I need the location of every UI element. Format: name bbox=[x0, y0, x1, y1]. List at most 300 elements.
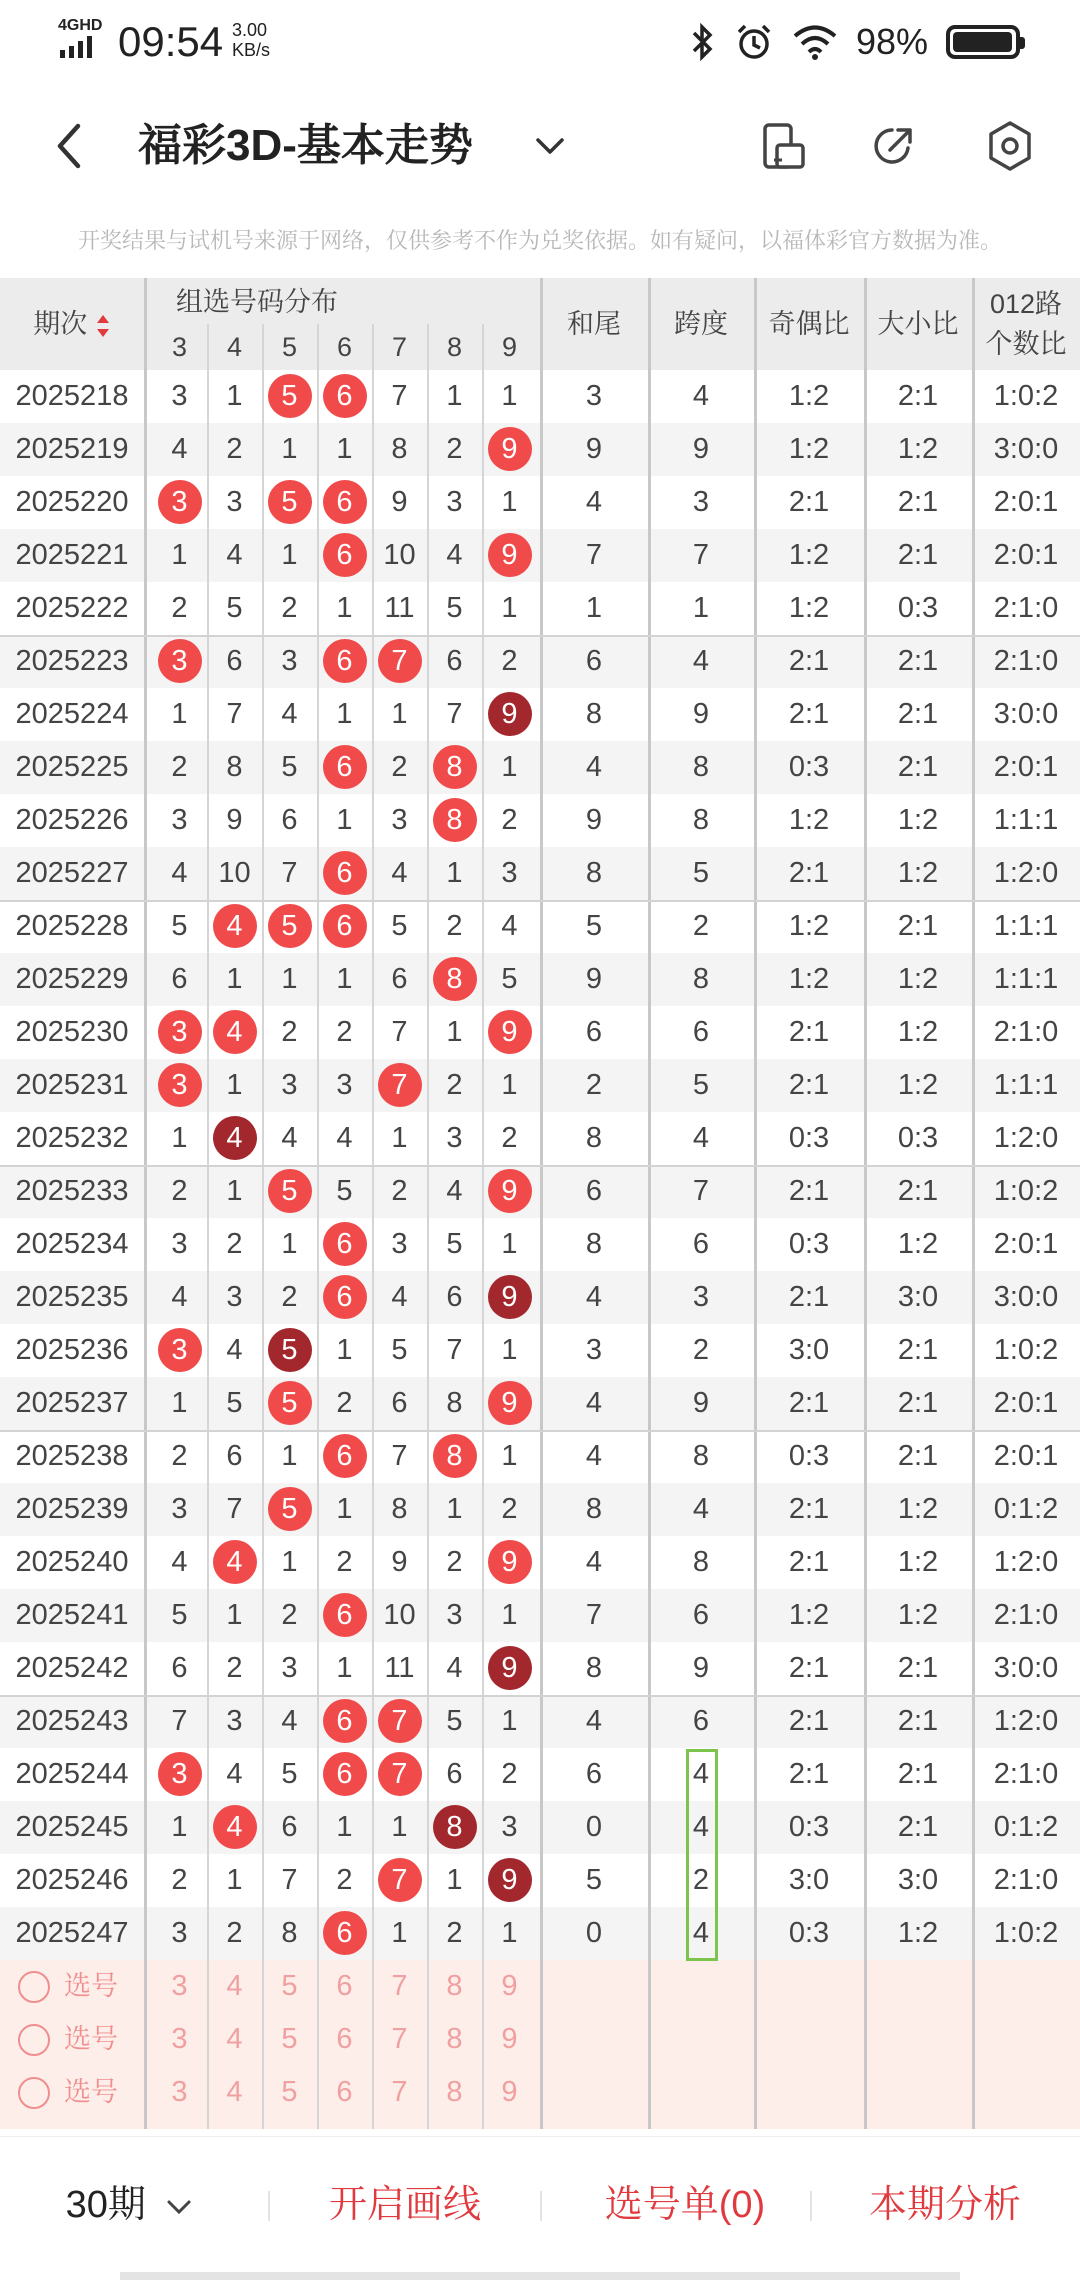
sum-tail-value: 6 bbox=[585, 1758, 603, 1790]
hit-ball bbox=[482, 1165, 537, 1218]
number-ball: 4 bbox=[213, 904, 257, 948]
route-012-ratio: 2:1:0 bbox=[993, 1864, 1059, 1896]
big-small-ratio: 2:1 bbox=[897, 1334, 939, 1366]
header-digit-5: 5 bbox=[281, 332, 298, 362]
header-span: 跨度 bbox=[674, 309, 728, 339]
chevron-down-icon bbox=[164, 2197, 194, 2217]
select-digit-8[interactable]: 8 bbox=[446, 1970, 463, 2002]
battery-percent: 98% bbox=[855, 21, 928, 62]
omission-count: 3 bbox=[336, 1069, 353, 1101]
number-ball: 5 bbox=[268, 904, 312, 948]
omission-count: 2 bbox=[226, 1652, 243, 1684]
omission-count: 1 bbox=[171, 1811, 188, 1843]
select-digit-4[interactable]: 4 bbox=[226, 1970, 243, 2002]
hit-ball bbox=[207, 1801, 262, 1854]
span-value: 2 bbox=[692, 1864, 710, 1896]
net-speed: 3.00 KB/s bbox=[232, 20, 271, 60]
odd-even-ratio: 2:1 bbox=[788, 645, 830, 677]
span-value: 8 bbox=[692, 751, 710, 783]
omission-count: 1 bbox=[446, 857, 463, 889]
hit-ball bbox=[482, 1006, 537, 1059]
omission-count: 11 bbox=[384, 592, 415, 624]
period-number: 2025228 bbox=[15, 910, 129, 942]
omission-count: 2 bbox=[391, 751, 408, 783]
number-ball: 5 bbox=[268, 374, 312, 418]
hit-ball bbox=[482, 1642, 537, 1695]
hit-ball bbox=[152, 1006, 207, 1059]
odd-even-ratio: 2:1 bbox=[788, 1758, 830, 1790]
omission-count: 2 bbox=[281, 1281, 298, 1313]
omission-count: 1 bbox=[391, 698, 408, 730]
omission-count: 7 bbox=[391, 1440, 408, 1472]
number-ball: 9 bbox=[488, 1381, 532, 1425]
number-ball: 6 bbox=[323, 1275, 367, 1319]
span-value: 6 bbox=[692, 1599, 710, 1631]
route-012-ratio: 2:0:1 bbox=[993, 1228, 1059, 1260]
route-012-ratio: 1:0:2 bbox=[993, 1334, 1059, 1366]
hit-ball bbox=[372, 1748, 427, 1801]
big-small-ratio: 1:2 bbox=[897, 1917, 939, 1949]
hit-ball bbox=[317, 1907, 372, 1960]
wifi-icon bbox=[792, 23, 838, 61]
omission-count: 1 bbox=[446, 380, 463, 412]
route-012-ratio: 1:2:0 bbox=[993, 1546, 1059, 1578]
route-012-ratio: 2:0:1 bbox=[993, 751, 1059, 783]
sum-tail-value: 3 bbox=[585, 380, 603, 412]
omission-count: 2 bbox=[336, 1546, 353, 1578]
span-value: 6 bbox=[692, 1705, 710, 1737]
page-title[interactable]: 福彩3D-基本走势 bbox=[138, 121, 473, 170]
route-012-ratio: 1:2:0 bbox=[993, 1705, 1059, 1737]
omission-count: 1 bbox=[336, 1334, 353, 1366]
repeat-ball: 9 bbox=[488, 1646, 532, 1690]
route-012-ratio: 2:0:1 bbox=[993, 1387, 1059, 1419]
omission-count: 3 bbox=[226, 1705, 243, 1737]
number-ball: 8 bbox=[433, 957, 477, 1001]
span-value: 9 bbox=[692, 1652, 710, 1684]
odd-even-ratio: 1:2 bbox=[788, 1599, 830, 1631]
odd-even-ratio: 0:3 bbox=[788, 1811, 830, 1843]
periods-selector[interactable]: 30期 bbox=[40, 2175, 220, 2235]
route-012-ratio: 3:0:0 bbox=[993, 698, 1059, 730]
select-digit-3[interactable]: 3 bbox=[171, 1970, 188, 2002]
odd-even-ratio: 2:1 bbox=[788, 1652, 830, 1684]
omission-count: 1 bbox=[226, 1864, 243, 1896]
hit-ball bbox=[317, 1589, 372, 1642]
omission-count: 6 bbox=[391, 963, 408, 995]
odd-even-ratio: 2:1 bbox=[788, 698, 830, 730]
number-ball: 6 bbox=[323, 1222, 367, 1266]
omission-count: 9 bbox=[226, 804, 243, 836]
select-digit-7[interactable]: 7 bbox=[391, 2076, 408, 2108]
omission-count: 3 bbox=[391, 1228, 408, 1260]
omission-count: 2 bbox=[281, 1599, 298, 1631]
repeat-ball: 9 bbox=[488, 1858, 532, 1902]
select-label: 选号 bbox=[64, 2077, 118, 2107]
omission-count: 1 bbox=[171, 698, 188, 730]
hit-ball bbox=[152, 635, 207, 688]
omission-count: 3 bbox=[171, 804, 188, 836]
omission-count: 4 bbox=[226, 539, 243, 571]
select-digit-9[interactable]: 9 bbox=[501, 1970, 518, 2002]
omission-count: 4 bbox=[281, 1705, 298, 1737]
omission-count: 1 bbox=[501, 1705, 518, 1737]
hit-ball bbox=[262, 1165, 317, 1218]
route-012-ratio: 1:0:2 bbox=[993, 380, 1059, 412]
share-icon[interactable] bbox=[866, 118, 922, 174]
hit-ball bbox=[317, 370, 372, 423]
omission-count: 6 bbox=[171, 963, 188, 995]
hit-ball bbox=[372, 1695, 427, 1748]
omission-count: 1 bbox=[226, 380, 243, 412]
omission-count: 1 bbox=[501, 1599, 518, 1631]
omission-count: 1 bbox=[336, 698, 353, 730]
odd-even-ratio: 1:2 bbox=[788, 910, 830, 942]
sum-tail-value: 8 bbox=[585, 1493, 603, 1525]
hit-ball bbox=[207, 1112, 262, 1165]
header-012-route: 012路 个数比 bbox=[985, 289, 1067, 359]
omission-count: 2 bbox=[171, 1440, 188, 1472]
select-digit-6[interactable]: 6 bbox=[336, 1970, 353, 2002]
big-small-ratio: 2:1 bbox=[897, 1652, 939, 1684]
omission-count: 2 bbox=[336, 1387, 353, 1419]
hit-ball bbox=[152, 1059, 207, 1112]
omission-count: 2 bbox=[391, 1175, 408, 1207]
route-012-ratio: 1:1:1 bbox=[993, 910, 1059, 942]
omission-count: 8 bbox=[281, 1917, 298, 1949]
number-ball: 7 bbox=[378, 639, 422, 683]
omission-count: 8 bbox=[391, 433, 408, 465]
omission-count: 2 bbox=[281, 1016, 298, 1048]
select-label: 选号 bbox=[64, 2024, 118, 2054]
header-group-distribution: 组选号码分布 bbox=[176, 287, 338, 317]
route-012-ratio: 2:1:0 bbox=[993, 645, 1059, 677]
select-digit-5[interactable]: 5 bbox=[281, 2076, 298, 2108]
omission-count: 1 bbox=[446, 1493, 463, 1525]
hit-ball bbox=[207, 900, 262, 953]
odd-even-ratio: 2:1 bbox=[788, 486, 830, 518]
odd-even-ratio: 0:3 bbox=[788, 1440, 830, 1472]
status-bar bbox=[0, 0, 1080, 84]
period-number: 2025230 bbox=[15, 1016, 129, 1048]
big-small-ratio: 1:2 bbox=[897, 1016, 939, 1048]
omission-count: 2 bbox=[446, 1917, 463, 1949]
period-number: 2025246 bbox=[15, 1864, 129, 1896]
sum-tail-value: 6 bbox=[585, 1175, 603, 1207]
select-digit-5[interactable]: 5 bbox=[281, 2023, 298, 2055]
omission-count: 1 bbox=[336, 1652, 353, 1684]
omission-count: 4 bbox=[501, 910, 518, 942]
big-small-ratio: 2:1 bbox=[897, 1705, 939, 1737]
big-small-ratio: 2:1 bbox=[897, 486, 939, 518]
number-ball: 6 bbox=[323, 1593, 367, 1637]
span-value: 2 bbox=[692, 1334, 710, 1366]
bottom-bar bbox=[0, 2136, 1080, 2280]
route-012-ratio: 1:1:1 bbox=[993, 1069, 1059, 1101]
period-number: 2025229 bbox=[15, 963, 129, 995]
omission-count: 5 bbox=[446, 1228, 463, 1260]
network-type: 4GHD bbox=[58, 17, 103, 34]
omission-count: 4 bbox=[171, 1546, 188, 1578]
alarm-icon bbox=[734, 22, 774, 62]
draw-line-button[interactable]: 开启画线 bbox=[328, 2184, 481, 2226]
period-number: 2025233 bbox=[15, 1175, 129, 1207]
sum-tail-value: 9 bbox=[585, 433, 603, 465]
omission-count: 2 bbox=[171, 751, 188, 783]
omission-count: 1 bbox=[336, 592, 353, 624]
period-number: 2025238 bbox=[15, 1440, 129, 1472]
odd-even-ratio: 1:2 bbox=[788, 380, 830, 412]
big-small-ratio: 1:2 bbox=[897, 963, 939, 995]
route-012-ratio: 3:0:0 bbox=[993, 1652, 1059, 1684]
span-value: 4 bbox=[692, 1811, 710, 1843]
odd-even-ratio: 1:2 bbox=[788, 539, 830, 571]
settings-icon[interactable] bbox=[982, 118, 1038, 174]
hit-ball bbox=[207, 1536, 262, 1589]
omission-count: 5 bbox=[391, 1334, 408, 1366]
omission-count: 1 bbox=[336, 804, 353, 836]
header-digit-6: 6 bbox=[336, 332, 353, 362]
sum-tail-value: 4 bbox=[585, 751, 603, 783]
number-ball: 6 bbox=[323, 639, 367, 683]
omission-count: 4 bbox=[446, 539, 463, 571]
period-number: 2025223 bbox=[15, 645, 129, 677]
omission-count: 4 bbox=[336, 1122, 353, 1154]
omission-count: 3 bbox=[446, 1122, 463, 1154]
sum-tail-value: 4 bbox=[585, 486, 603, 518]
period-number: 2025234 bbox=[15, 1228, 129, 1260]
big-small-ratio: 3:0 bbox=[897, 1281, 939, 1313]
number-ball: 5 bbox=[268, 1169, 312, 1213]
omission-count: 5 bbox=[171, 1599, 188, 1631]
omission-count: 1 bbox=[501, 751, 518, 783]
selection-list-button[interactable]: 选号单(0) bbox=[604, 2184, 766, 2226]
route-012-ratio: 2:0:1 bbox=[993, 1440, 1059, 1472]
omission-count: 3 bbox=[171, 1493, 188, 1525]
omission-count: 7 bbox=[171, 1705, 188, 1737]
omission-count: 8 bbox=[226, 751, 243, 783]
span-value: 4 bbox=[692, 1758, 710, 1790]
odd-even-ratio: 0:3 bbox=[788, 1228, 830, 1260]
back-arrow-icon[interactable] bbox=[46, 114, 96, 178]
odd-even-ratio: 0:3 bbox=[788, 751, 830, 783]
odd-even-ratio: 0:3 bbox=[788, 1122, 830, 1154]
period-number: 2025219 bbox=[15, 433, 129, 465]
big-small-ratio: 1:2 bbox=[897, 1228, 939, 1260]
omission-count: 5 bbox=[281, 1758, 298, 1790]
hit-ball bbox=[262, 1377, 317, 1430]
omission-count: 7 bbox=[281, 1864, 298, 1896]
number-ball: 6 bbox=[323, 745, 367, 789]
route-012-ratio: 1:2:0 bbox=[993, 1122, 1059, 1154]
select-digit-5[interactable]: 5 bbox=[281, 1970, 298, 2002]
number-ball: 5 bbox=[268, 1487, 312, 1531]
sum-tail-value: 8 bbox=[585, 1228, 603, 1260]
repeat-ball: 5 bbox=[268, 1328, 312, 1372]
hit-ball bbox=[317, 476, 372, 529]
span-value: 2 bbox=[692, 910, 710, 942]
omission-count: 1 bbox=[281, 963, 298, 995]
period-number: 2025242 bbox=[15, 1652, 129, 1684]
omission-count: 2 bbox=[446, 433, 463, 465]
header-digit-3: 3 bbox=[171, 332, 188, 362]
omission-count: 1 bbox=[281, 1546, 298, 1578]
omission-count: 1 bbox=[226, 963, 243, 995]
omission-count: 2 bbox=[226, 1917, 243, 1949]
span-value: 4 bbox=[692, 380, 710, 412]
omission-count: 4 bbox=[226, 1758, 243, 1790]
span-value: 4 bbox=[692, 1122, 710, 1154]
omission-count: 4 bbox=[226, 1334, 243, 1366]
hit-ball bbox=[152, 1748, 207, 1801]
omission-count: 2 bbox=[281, 592, 298, 624]
hit-ball bbox=[262, 1324, 317, 1377]
omission-count: 1 bbox=[171, 539, 188, 571]
omission-count: 8 bbox=[391, 1493, 408, 1525]
odd-even-ratio: 2:1 bbox=[788, 1705, 830, 1737]
select-digit-3[interactable]: 3 bbox=[171, 2076, 188, 2108]
period-number: 2025224 bbox=[15, 698, 129, 730]
select-digit-4[interactable]: 4 bbox=[226, 2076, 243, 2108]
omission-count: 5 bbox=[391, 910, 408, 942]
period-number: 2025218 bbox=[15, 380, 129, 412]
span-value: 9 bbox=[692, 698, 710, 730]
number-ball: 3 bbox=[158, 639, 202, 683]
number-ball: 9 bbox=[488, 427, 532, 471]
hit-ball bbox=[427, 1430, 482, 1483]
phone-rotate-icon[interactable] bbox=[756, 118, 812, 174]
header-period[interactable]: 期次 bbox=[0, 278, 144, 370]
select-digit-9[interactable]: 9 bbox=[501, 2076, 518, 2108]
omission-count: 9 bbox=[391, 486, 408, 518]
odd-even-ratio: 2:1 bbox=[788, 1387, 830, 1419]
omission-count: 5 bbox=[446, 592, 463, 624]
span-value: 3 bbox=[692, 1281, 710, 1313]
big-small-ratio: 1:2 bbox=[897, 1546, 939, 1578]
repeat-ball: 4 bbox=[213, 1116, 257, 1160]
omission-count: 2 bbox=[446, 910, 463, 942]
select-radio[interactable] bbox=[18, 1971, 50, 2003]
number-ball: 7 bbox=[378, 1858, 422, 1902]
number-ball: 3 bbox=[158, 1752, 202, 1796]
hit-ball bbox=[482, 529, 537, 582]
select-digit-9[interactable]: 9 bbox=[501, 2023, 518, 2055]
omission-count: 1 bbox=[226, 1175, 243, 1207]
select-digit-8[interactable]: 8 bbox=[446, 2023, 463, 2055]
big-small-ratio: 1:2 bbox=[897, 857, 939, 889]
omission-count: 1 bbox=[501, 1069, 518, 1101]
hit-ball bbox=[317, 900, 372, 953]
hit-ball bbox=[317, 741, 372, 794]
omission-count: 5 bbox=[501, 963, 518, 995]
sum-tail-value: 4 bbox=[585, 1705, 603, 1737]
number-ball: 3 bbox=[158, 480, 202, 524]
big-small-ratio: 1:2 bbox=[897, 1069, 939, 1101]
sum-tail-value: 0 bbox=[585, 1811, 603, 1843]
big-small-ratio: 2:1 bbox=[897, 645, 939, 677]
select-digit-6[interactable]: 6 bbox=[336, 2076, 353, 2108]
odd-even-ratio: 3:0 bbox=[788, 1864, 830, 1896]
omission-count: 5 bbox=[336, 1175, 353, 1207]
sum-tail-value: 1 bbox=[585, 592, 603, 624]
number-ball: 8 bbox=[433, 798, 477, 842]
header-odd-even: 奇偶比 bbox=[768, 309, 850, 339]
odd-even-ratio: 2:1 bbox=[788, 1069, 830, 1101]
omission-count: 3 bbox=[171, 1228, 188, 1260]
hit-ball bbox=[262, 1483, 317, 1536]
number-ball: 6 bbox=[323, 851, 367, 895]
odd-even-ratio: 2:1 bbox=[788, 1281, 830, 1313]
omission-count: 1 bbox=[336, 963, 353, 995]
big-small-ratio: 2:1 bbox=[897, 1811, 939, 1843]
select-digit-4[interactable]: 4 bbox=[226, 2023, 243, 2055]
hit-ball bbox=[152, 1324, 207, 1377]
hit-ball bbox=[482, 1536, 537, 1589]
chevron-down-icon[interactable] bbox=[530, 130, 570, 162]
sum-tail-value: 7 bbox=[585, 1599, 603, 1631]
span-value: 8 bbox=[692, 1440, 710, 1472]
number-ball: 7 bbox=[378, 1752, 422, 1796]
omission-count: 11 bbox=[384, 1652, 415, 1684]
omission-count: 2 bbox=[446, 1546, 463, 1578]
select-radio[interactable] bbox=[18, 2077, 50, 2109]
omission-count: 1 bbox=[391, 1122, 408, 1154]
period-number: 2025226 bbox=[15, 804, 129, 836]
omission-count: 2 bbox=[226, 1228, 243, 1260]
period-number: 2025241 bbox=[15, 1599, 129, 1631]
disclaimer-text: 开奖结果与试机号来源于网络，仅供参考不作为兑奖依据。如有疑问，以福体彩官方数据为准。 bbox=[77, 228, 1002, 253]
select-radio[interactable] bbox=[18, 2024, 50, 2056]
hit-ball bbox=[427, 953, 482, 1006]
sum-tail-value: 4 bbox=[585, 1546, 603, 1578]
omission-count: 4 bbox=[281, 1122, 298, 1154]
select-digit-3[interactable]: 3 bbox=[171, 2023, 188, 2055]
sum-tail-value: 4 bbox=[585, 1281, 603, 1313]
hit-ball bbox=[482, 423, 537, 476]
omission-count: 1 bbox=[501, 1334, 518, 1366]
omission-count: 5 bbox=[171, 910, 188, 942]
number-ball: 6 bbox=[323, 1434, 367, 1478]
hit-ball bbox=[372, 1059, 427, 1112]
big-small-ratio: 2:1 bbox=[897, 910, 939, 942]
select-digit-6[interactable]: 6 bbox=[336, 2023, 353, 2055]
sum-tail-value: 4 bbox=[585, 1440, 603, 1472]
omission-count: 4 bbox=[446, 1175, 463, 1207]
omission-count: 10 bbox=[383, 539, 416, 571]
number-ball: 9 bbox=[488, 1540, 532, 1584]
omission-count: 2 bbox=[501, 1122, 518, 1154]
hit-ball bbox=[482, 1377, 537, 1430]
span-highlight-box bbox=[686, 1749, 718, 1961]
period-analysis-button[interactable]: 本期分析 bbox=[868, 2184, 1021, 2226]
route-012-ratio: 0:1:2 bbox=[993, 1493, 1059, 1525]
period-number: 2025236 bbox=[15, 1334, 129, 1366]
sort-icon[interactable] bbox=[95, 311, 111, 341]
omission-count: 6 bbox=[281, 804, 298, 836]
hit-ball bbox=[317, 529, 372, 582]
omission-count: 1 bbox=[501, 380, 518, 412]
hit-ball bbox=[482, 688, 537, 741]
select-digit-7[interactable]: 7 bbox=[391, 2023, 408, 2055]
route-012-ratio: 2:1:0 bbox=[993, 592, 1059, 624]
route-012-ratio: 1:0:2 bbox=[993, 1175, 1059, 1207]
omission-count: 2 bbox=[226, 433, 243, 465]
select-digit-7[interactable]: 7 bbox=[391, 1970, 408, 2002]
omission-count: 6 bbox=[226, 645, 243, 677]
sum-tail-value: 6 bbox=[585, 1016, 603, 1048]
select-digit-8[interactable]: 8 bbox=[446, 2076, 463, 2108]
omission-count: 6 bbox=[391, 1387, 408, 1419]
